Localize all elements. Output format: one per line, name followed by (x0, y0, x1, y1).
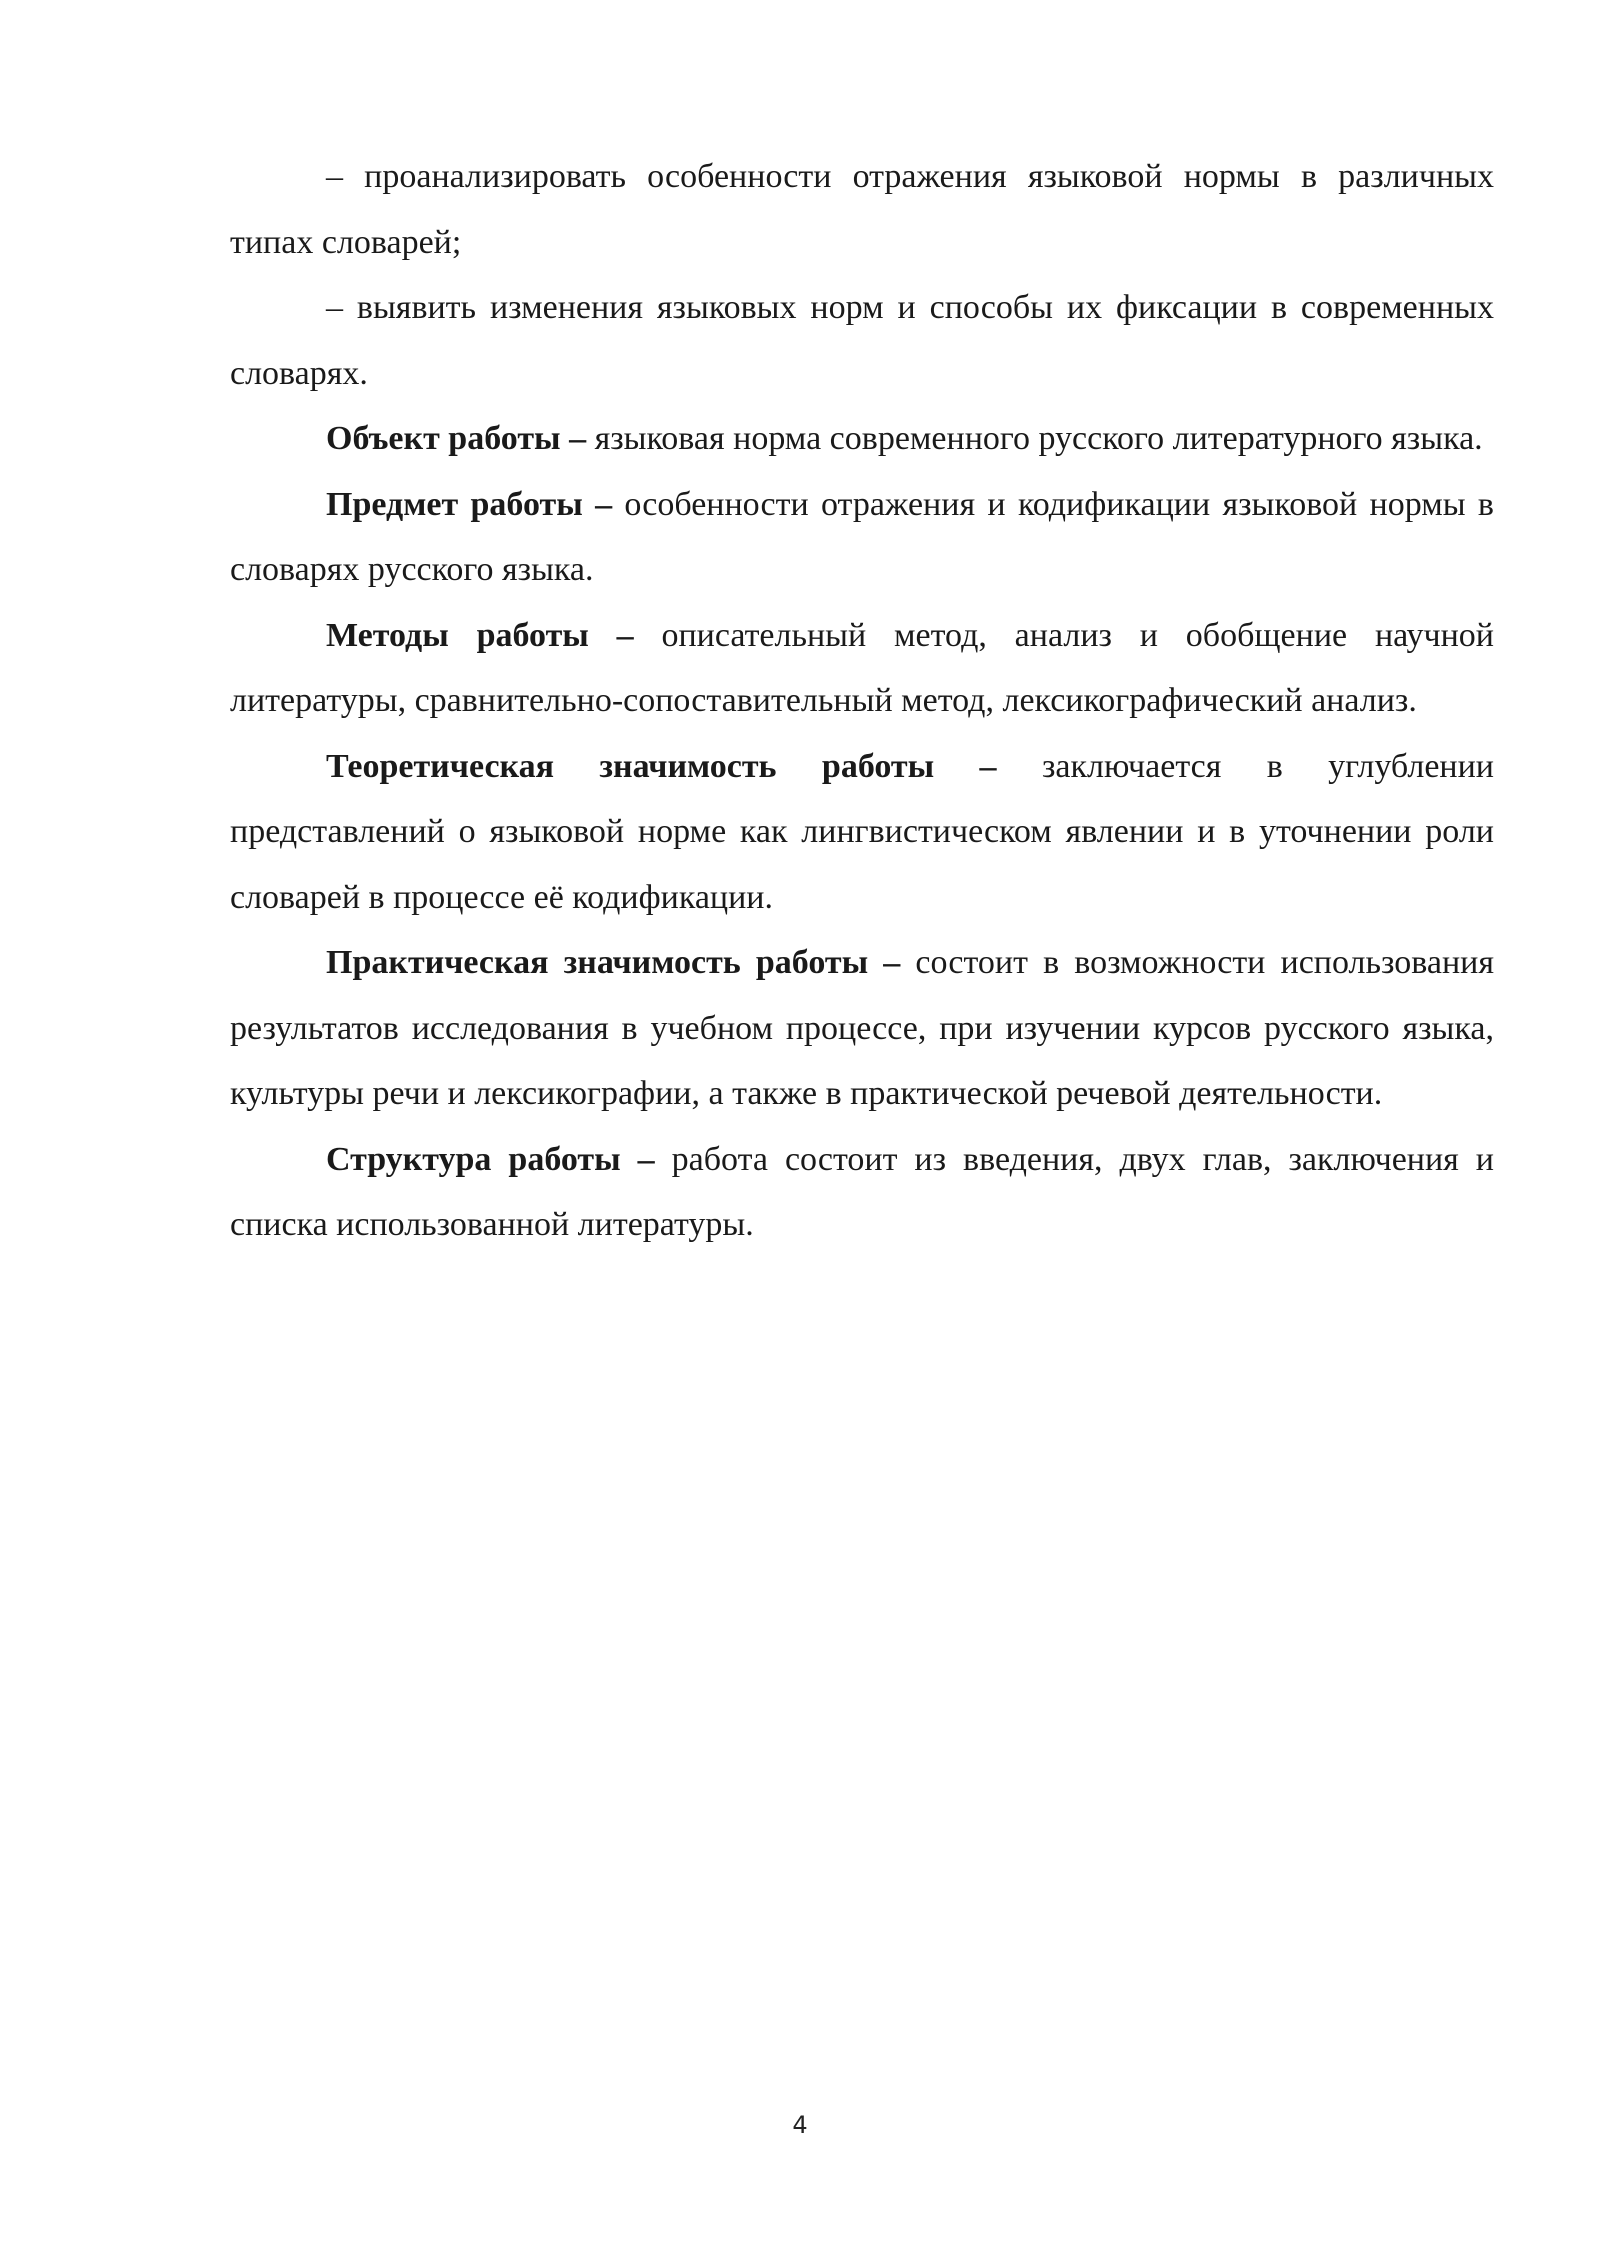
paragraph-term: Объект работы – (326, 420, 587, 457)
paragraph-text: языковая норма современного русского литературного языка. (586, 420, 1483, 457)
paragraph-subject (230, 472, 1494, 603)
page-body (230, 144, 1494, 1258)
paragraph-text: особенности отражения и кодификации языковой нормы в словарях русского языка. (230, 485, 1494, 588)
paragraph-theoretical-significance (230, 734, 1494, 931)
paragraph-object (230, 406, 1494, 472)
paragraph-term: Методы работы – (326, 616, 634, 654)
page-number: 4 (792, 2111, 808, 2139)
task-item-identify (230, 275, 1494, 406)
paragraph-term: Практическая значимость работы – (326, 944, 901, 981)
paragraph-term: Теоретическая значимость работы – (326, 747, 997, 785)
paragraph-practical-significance (230, 930, 1494, 1127)
paragraph-term: Предмет работы – (326, 485, 613, 523)
paragraph-text: описательный метод, анализ и обобщение научной литературы, сравнительно-сопоставительный метод, лексикографический анализ. (230, 616, 1494, 719)
paragraph-methods (230, 603, 1494, 734)
paragraph-structure (230, 1127, 1494, 1258)
paragraph-text: состоит в возможности использования результатов исследования в учебном процессе, при изучении курсов русского языка, культуры речи и лексикографии, а также в практической речевой деятельности. (230, 944, 1494, 1112)
paragraph-text: – проанализировать особенности отражения языковой нормы в различных типах словарей; (230, 158, 1494, 261)
task-item-analyze (230, 144, 1494, 275)
paragraph-text: заключается в углублении представлений о языковой норме как лингвистическом явлении и в уточнении роли словарей в процессе её кодификации. (230, 747, 1494, 916)
paragraph-text: работа состоит из введения, двух глав, заключения и списка использованной литературы. (230, 1140, 1494, 1243)
paragraph-text: – выявить изменения языковых норм и способы их фиксации в современных словарях. (230, 289, 1494, 392)
paragraph-term: Структура работы – (326, 1140, 655, 1178)
